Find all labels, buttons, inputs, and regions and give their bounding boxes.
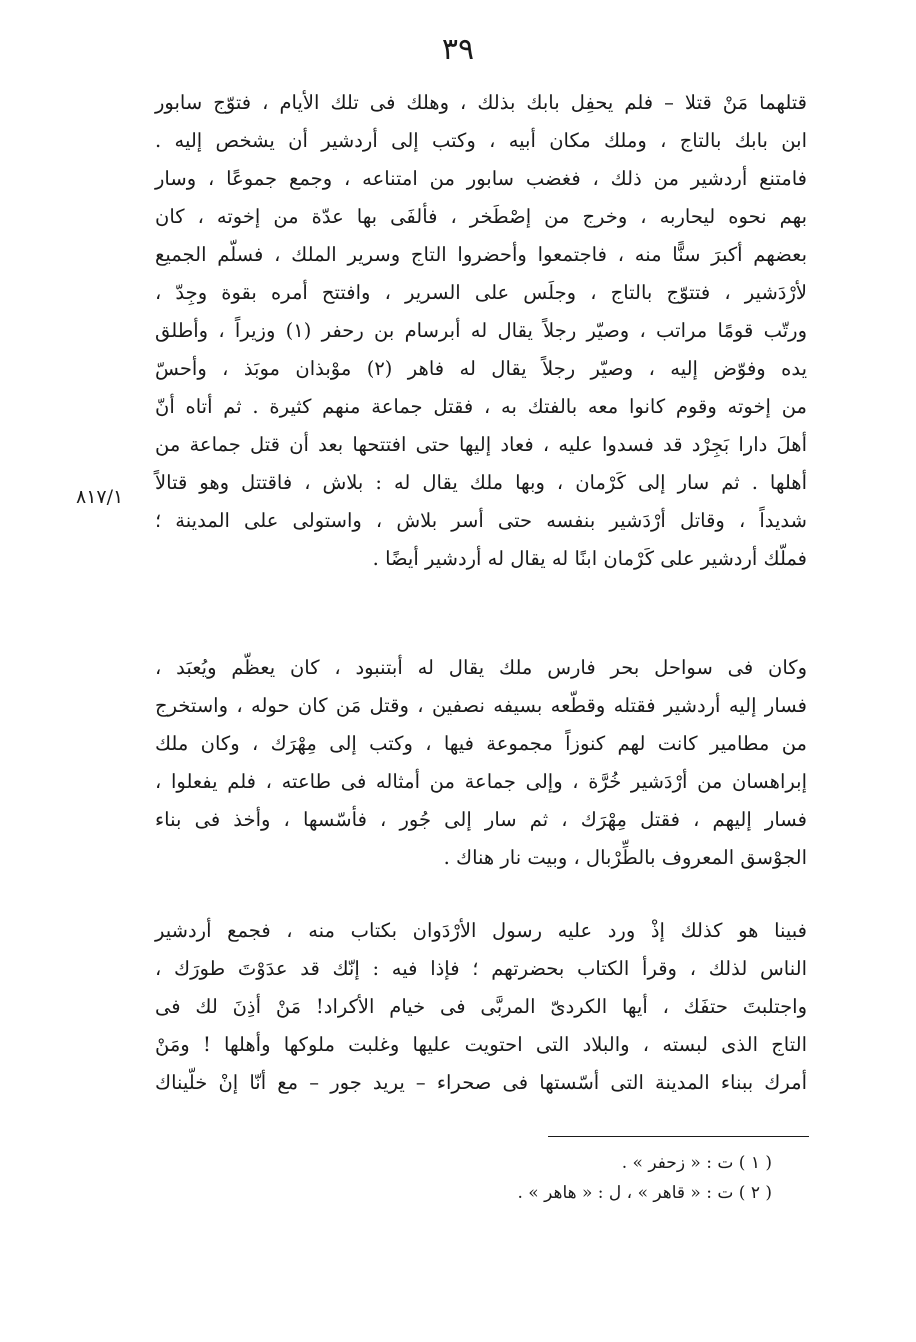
text-line: فملّك أردشير على كَرْمان ابنًا له يقال له أردشير أيضًا . (372, 547, 807, 570)
text-line: فسار إليهم ، فقتل مِهْرَك ، ثم سار إلى جُور ، فأسّسها ، وأخذ فى بناء (155, 808, 807, 831)
text-line: لأرْدَشير ، فتتوّج بالتاج ، وجلَس على السرير ، وافتتح أمره بقوة وجِدّ ، (155, 281, 807, 304)
text-line: يده وفوّض إليه ، وصيّر رجلاً يقال له فاهر (٢) موْبذان موبَذ ، وأحسّ (155, 357, 807, 380)
paragraph-3 (155, 912, 807, 1102)
text-line: من إخوته وقوم كانوا معه بالفتك به ، فقتل جماعة منهم كثيرة . ثم أتاه أنّ (155, 395, 807, 418)
footnote-1: ( ١ ) ت : « زحفر » . (621, 1153, 772, 1173)
text-line: ابن بابك بالتاج ، وملك مكان أبيه ، وكتب إلى أردشير أن يشخص إليه . (155, 129, 807, 152)
text-line: واجتلبتَ حتفَك ، أيها الكردىّ المربَّى فى خيام الأكراد! مَنْ أذِنَ لك فى (155, 995, 807, 1018)
text-line: بهم نحوه ليحاربه ، وخرج من إصْطَخر ، فألفَى بها عدّة من إخوته ، كان (155, 205, 807, 228)
text-line: التاج الذى لبسته ، والبلاد التى احتويت عليها وغلبت ملوكها وأهلها ! ومَنْ (155, 1033, 807, 1056)
paragraph-2 (155, 649, 807, 877)
text-line: قتلهما مَنْ قتلا – فلم يحفِل بابك بذلك ، وهلك فى تلك الأيام ، فتوّج سابور (155, 91, 807, 114)
text-line: فبينا هو كذلك إذْ ورد عليه رسول الأرْدَوان بكتاب منه ، فجمع أردشير (155, 919, 807, 942)
text-line: ورتّب قومًا مراتب ، وصيّر رجلاً يقال له أبرسام بن رحفر (١) وزيراً ، وأطلق (155, 319, 807, 342)
footnote-divider (548, 1136, 809, 1137)
text-line: فسار إليه أردشير فقتله وقطّعه بسيفه نصفين ، وقتل مَن كان حوله ، واستخرج (155, 694, 807, 717)
text-line: بعضهم أكبرَ سنًّا منه ، فاجتمعوا وأحضروا التاج وسرير الملك ، فسلّم الجميع (155, 243, 807, 266)
paragraph-1 (155, 84, 807, 578)
text-line: أمرك ببناء المدينة التى أسّستها فى صحراء – يريد جور – مع أنّا إنْ خلّيناك (155, 1071, 807, 1094)
footnote-2: ( ٢ ) ت : « قاهر » ، ل : « هاهر » . (517, 1183, 772, 1203)
text-line: شديداً ، وقاتل أرْدَشير بنفسه حتى أسر بلاش ، واستولى على المدينة ؛ (155, 509, 807, 532)
text-line: وكان فى سواحل بحر فارس ملك يقال له أبتنبود ، كان يعظّم ويُعبَد ، (155, 656, 807, 679)
text-line: الناس لذلك ، وقرأ الكتاب بحضرتهم ؛ فإذا فيه : إنّك قد عدَوْتَ طورَك ، (155, 957, 807, 980)
footnotes (420, 1148, 772, 1208)
margin-note: ٨١٧/١ (76, 486, 124, 508)
text-line: فامتنع أردشير من ذلك ، فغضب سابور من امتناعه ، وجمع جموعًا ، وسار (155, 167, 807, 190)
text-line: الجوْسق المعروف بالطِّرْبال ، وبيت نار هناك . (443, 846, 807, 869)
text-line: أهلَ دارا بَجِرْد قد فسدوا عليه ، فعاد إليها حتى افتتحها بعد أن قتل جماعة من (155, 433, 807, 456)
text-line: إبراهسان من أرْدَشير خُرَّة ، وإلى جماعة من أمثاله فى طاعته ، فلم يفعلوا ، (155, 770, 807, 793)
text-line: من مطامير كانت لهم كنوزاً مجموعة فيها ، وكتب إلى مِهْرَك ، وكان ملك (155, 732, 807, 755)
page-number: ٣٩ (441, 32, 475, 67)
text-line: أهلها . ثم سار إلى كَرْمان ، وبها ملك يقال له : بلاش ، فاقتتل وهو قتالاً (155, 471, 807, 494)
